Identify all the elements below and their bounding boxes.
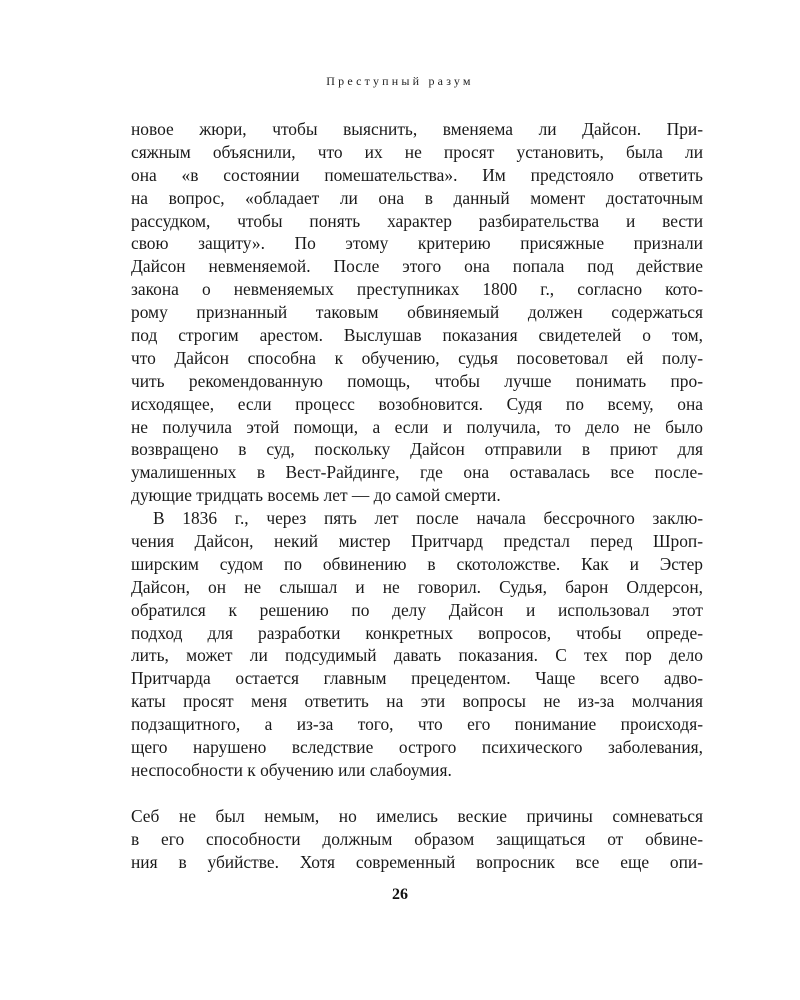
- body-text: [131, 118, 703, 873]
- text-line: свою защиту». По этому критерию присяжные признали: [131, 233, 703, 254]
- text-line: щего нарушено вследствие острого психического заболевания,: [131, 737, 703, 758]
- text-line: подход для разработки конкретных вопросов, чтобы опреде-: [131, 622, 703, 643]
- text-line: Дайсон, он не слышал и не говорил. Судья, барон Олдерсон,: [131, 576, 703, 597]
- text-line: рассудком, чтобы понять характер разбирательства и вести: [131, 210, 703, 231]
- text-line: неспособности к обучению или слабоумия.: [131, 759, 452, 780]
- text-line: она «в состоянии помешательства». Им предстояло ответить: [131, 164, 703, 185]
- text-line: ния в убийстве. Хотя современный вопросник все еще опи-: [131, 851, 703, 872]
- text-line: возвращено в суд, поскольку Дайсон отправили в приют для: [131, 439, 703, 460]
- text-line: на вопрос, «обладает ли она в данный момент достаточным: [131, 187, 703, 208]
- text-line: обратился к решению по делу Дайсон и использовал этот: [131, 599, 703, 620]
- paragraph-2: [131, 507, 703, 782]
- text-line: ширским судом по обвинению в скотоложстве. Как и Эстер: [131, 553, 703, 574]
- paragraph-1: [131, 118, 703, 507]
- text-line: новое жюри, чтобы выяснить, вменяема ли Дайсон. При-: [131, 119, 703, 139]
- text-line: Себ не был немым, но имелись веские причины сомневаться: [131, 805, 703, 826]
- text-line: закона о невменяемых преступниках 1800 г., согласно кото-: [131, 279, 703, 300]
- text-line: В 1836 г., через пять лет после начала бессрочного заклю-: [153, 508, 703, 529]
- text-line: сяжным объяснили, что их не просят установить, была ли: [131, 141, 703, 162]
- page-number: 26: [392, 886, 408, 903]
- text-line: рому признанный таковым обвиняемый должен содержаться: [131, 302, 703, 323]
- running-head-title: Преступный разум: [326, 74, 474, 88]
- text-line: чить рекомендованную помощь, чтобы лучше понимать про-: [131, 370, 703, 391]
- text-line: чения Дайсон, некий мистер Притчард предстал перед Шроп-: [131, 531, 703, 552]
- text-line: умалишенных в Вест-Райдинге, где она оставалась все после-: [131, 462, 703, 483]
- text-line: не получила этой помощи, а если и получила, то дело не было: [131, 416, 703, 437]
- text-line: что Дайсон способна к обучению, судья посоветовал ей полу-: [131, 347, 703, 368]
- section-break: [131, 782, 703, 805]
- text-line: лить, может ли подсудимый давать показания. С тех пор дело: [131, 645, 703, 666]
- text-line: дующие тридцать восемь лет — до самой смерти.: [131, 485, 501, 506]
- text-line: исходящее, если процесс возобновится. Судя по всему, она: [131, 393, 703, 414]
- text-line: Дайсон невменяемой. После этого она попала под действие: [131, 256, 703, 277]
- text-line: подзащитного, а из-за того, что его понимание происходя-: [131, 714, 703, 735]
- text-line: в его способности должным образом защищаться от обвине-: [131, 828, 703, 849]
- text-line: под строгим арестом. Выслушав показания свидетелей о том,: [131, 325, 703, 346]
- text-line: Притчарда остается главным прецедентом. Чаще всего адво-: [131, 668, 703, 689]
- paragraph-3: [131, 805, 703, 874]
- text-line: каты просят меня ответить на эти вопросы не из-за молчания: [131, 691, 703, 712]
